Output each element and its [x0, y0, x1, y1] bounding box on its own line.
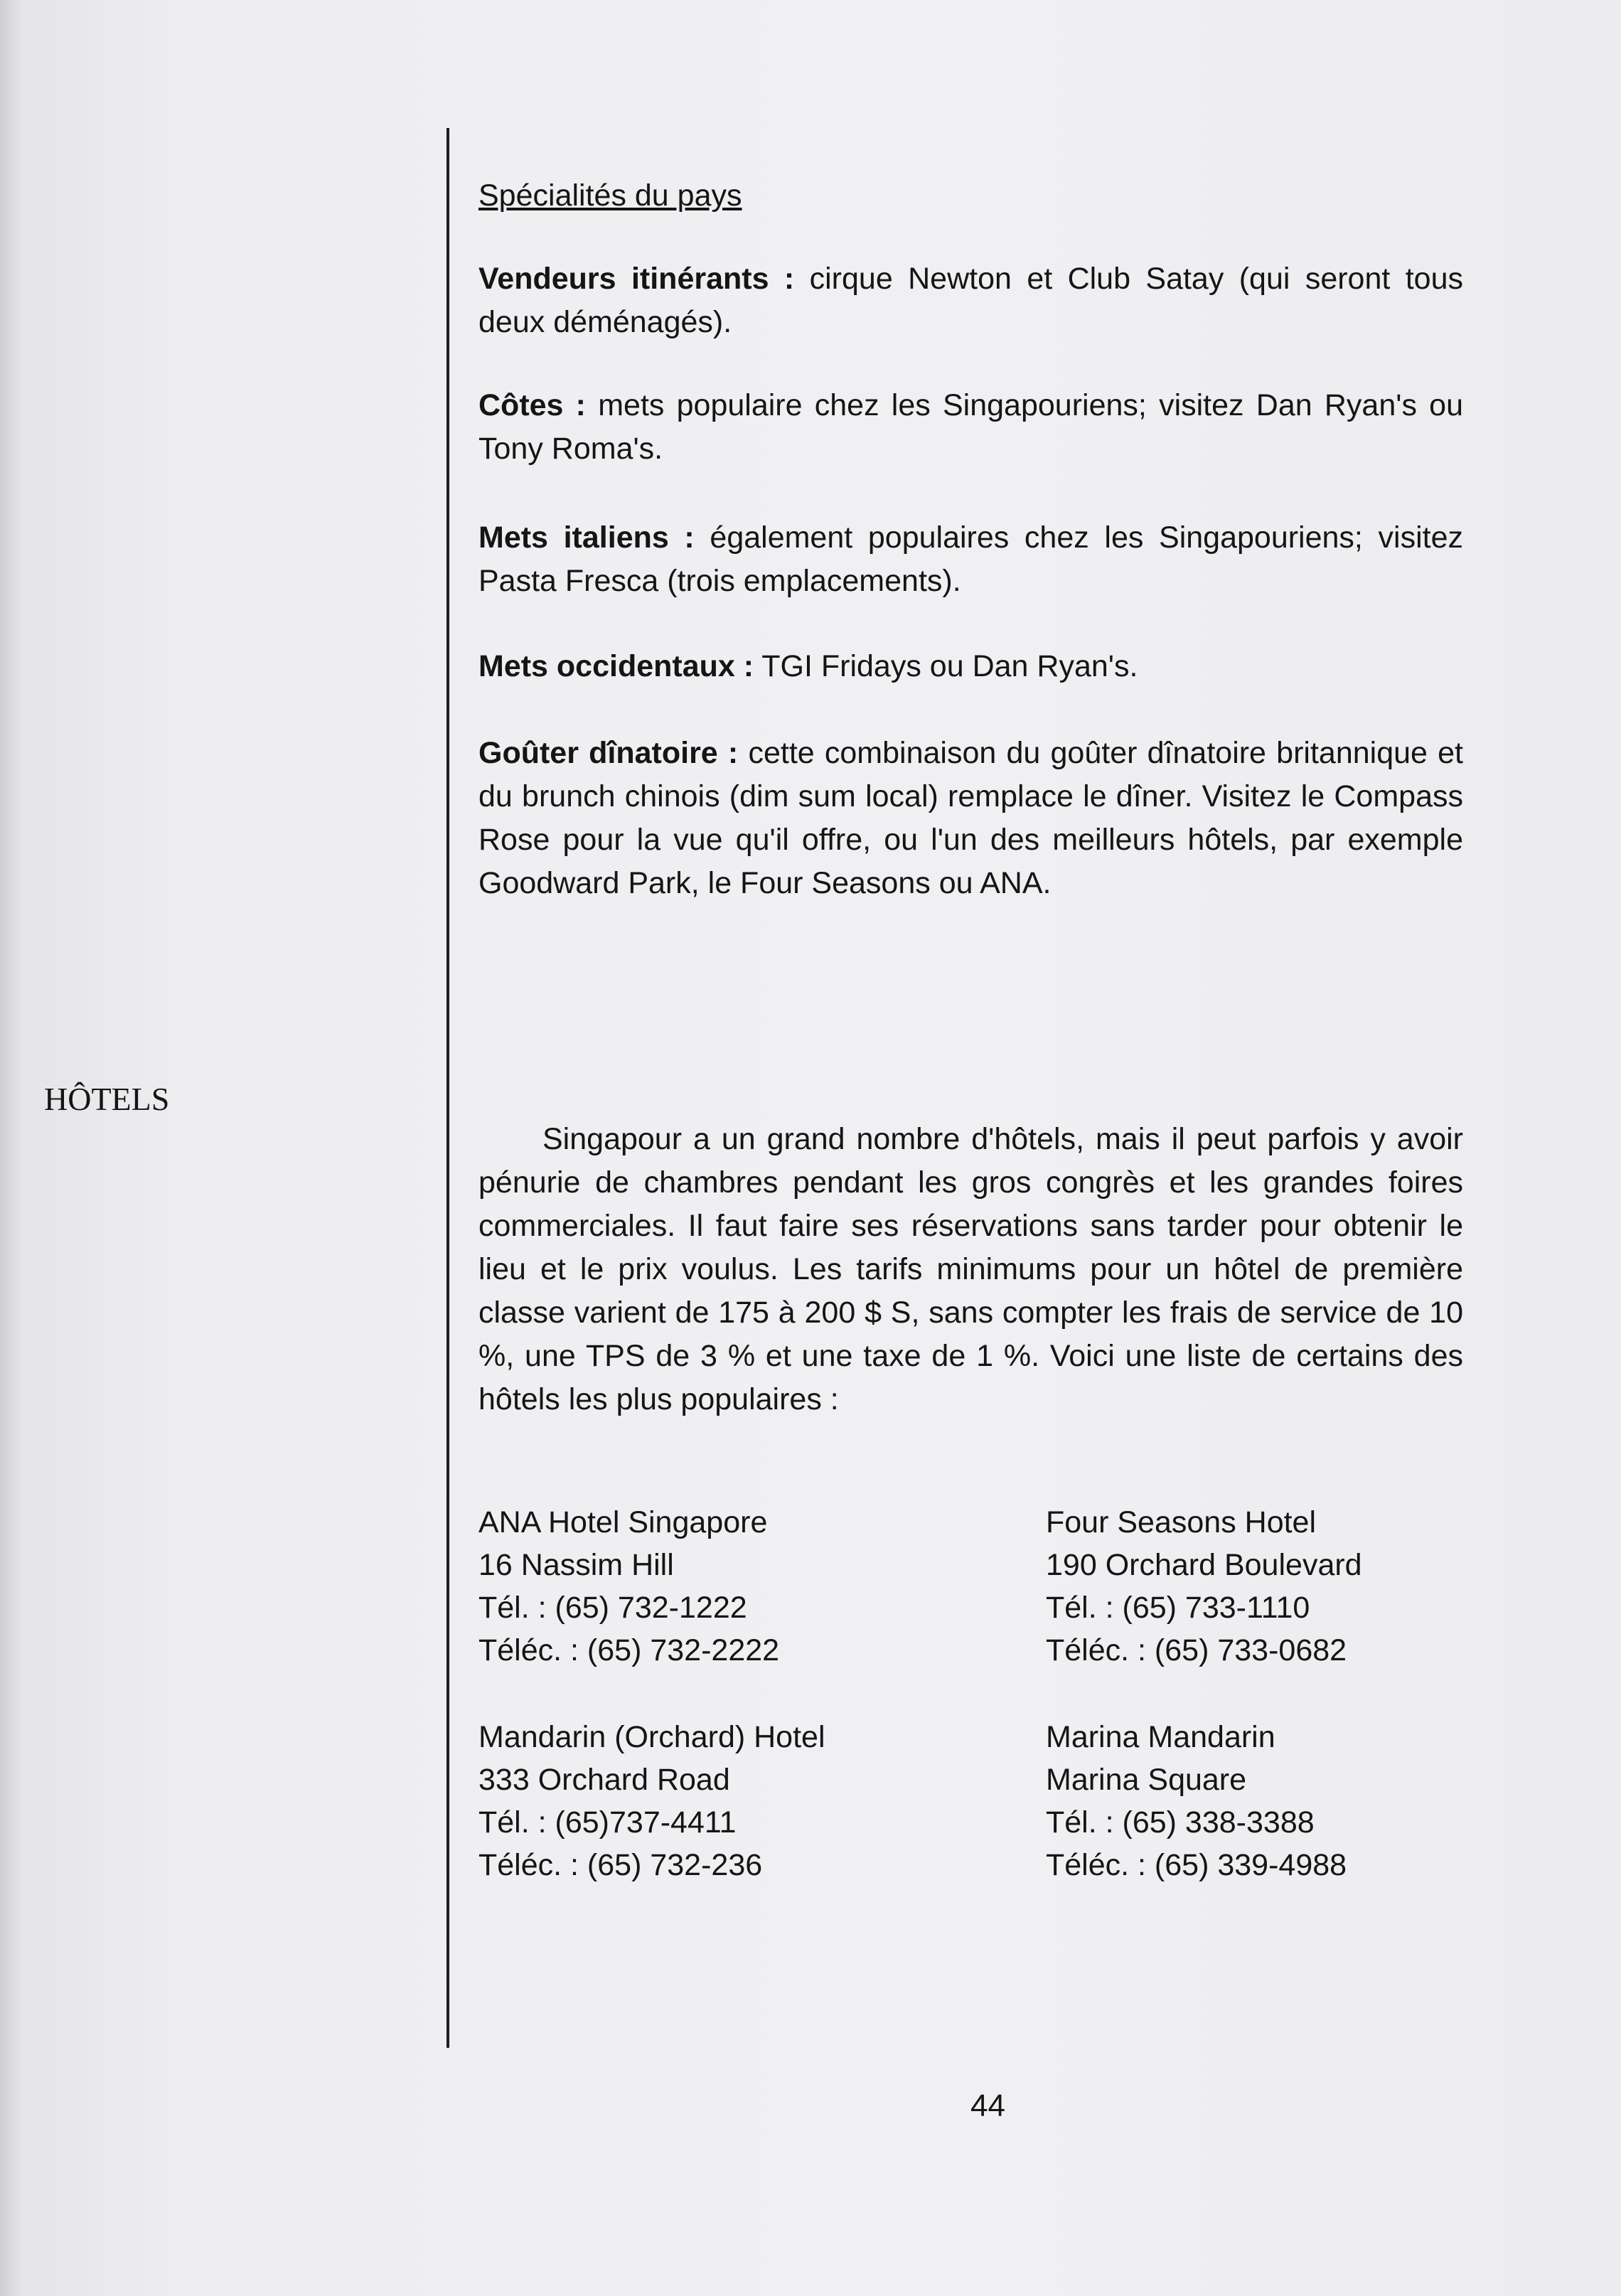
specialty-term: Mets occidentaux :: [478, 649, 754, 683]
page-number: 44: [970, 2088, 1005, 2123]
hotel-address: 333 Orchard Road: [478, 1763, 730, 1797]
specialty-item: [478, 384, 1463, 471]
hotel-entry: [478, 1501, 779, 1672]
specialty-item: [478, 257, 1463, 344]
hotel-address: Marina Square: [1046, 1763, 1247, 1797]
hotel-address: 190 Orchard Boulevard: [1046, 1548, 1362, 1582]
hotel-fax: Téléc. : (65) 339-4988: [1046, 1848, 1347, 1882]
hotel-phone: Tél. : (65) 338-3388: [1046, 1805, 1315, 1840]
specialties-heading: Spécialités du pays: [478, 178, 742, 213]
hotel-phone: Tél. : (65) 733-1110: [1046, 1591, 1310, 1625]
hotel-entry: [1046, 1716, 1347, 1886]
specialty-item: [478, 645, 1463, 688]
specialty-text: mets populaire chez les Singapouriens; visitez Dan Ryan's ou Tony Roma's.: [478, 388, 1464, 466]
specialty-item: [478, 516, 1463, 603]
hotel-name: Four Seasons Hotel: [1046, 1505, 1317, 1539]
hotel-phone: Tél. : (65)737-4411: [478, 1805, 737, 1840]
specialty-text: TGI Fridays ou Dan Ryan's.: [761, 649, 1138, 683]
hotel-name: Marina Mandarin: [1046, 1720, 1275, 1754]
hotel-address: 16 Nassim Hill: [478, 1548, 674, 1582]
specialty-term: Côtes :: [478, 388, 587, 422]
specialty-term: Mets italiens :: [478, 520, 695, 555]
hotel-fax: Téléc. : (65) 733-0682: [1046, 1633, 1347, 1667]
specialty-text: cette combinaison du goûter dînatoire britannique et du brunch chinois (dim sum local) remplace le dîner. Visitez le Compass Rose pour la vue qu'il offre, ou l'un des meilleurs hôtels, par exemple Goodward Park, le Four Seasons ou ANA.: [478, 736, 1464, 900]
specialty-term: Vendeurs itinérants :: [478, 262, 795, 296]
hotel-entry: [1046, 1501, 1362, 1672]
specialty-item: [478, 732, 1463, 905]
hotel-entry: [478, 1716, 825, 1886]
hotels-heading: HÔTELS: [44, 1081, 170, 1117]
hotel-name: Mandarin (Orchard) Hotel: [478, 1720, 825, 1754]
specialty-text: également populaires chez les Singapouriens; visitez Pasta Fresca (trois emplacements).: [478, 520, 1463, 598]
hotel-phone: Tél. : (65) 732-1222: [478, 1591, 747, 1625]
hotel-fax: Téléc. : (65) 732-2222: [478, 1633, 780, 1667]
page-shadow: [0, 0, 21, 2296]
hotels-intro: Singapour a un grand nombre d'hôtels, mais il peut parfois y avoir pénurie de chambres pendant les gros congrès et les grandes foires commerciales. Il faut faire ses réservations sans tarder pour obtenir le lieu et le prix voulus. Les tarifs minimums pour un hôtel de première classe varient de 175 à 200 $ S, sans compter les frais de service de 10 %, une TPS de 3 % et une taxe de 1 %. Voici une liste de certains des hôtels les plus populaires :: [478, 1122, 1463, 1416]
hotel-name: ANA Hotel Singapore: [478, 1505, 768, 1539]
column-divider: [446, 128, 449, 2048]
specialty-text: cirque Newton et Club Satay (qui seront tous deux déménagés).: [478, 262, 1464, 339]
hotel-fax: Téléc. : (65) 732-236: [478, 1848, 763, 1882]
specialty-term: Goûter dînatoire :: [478, 736, 739, 770]
